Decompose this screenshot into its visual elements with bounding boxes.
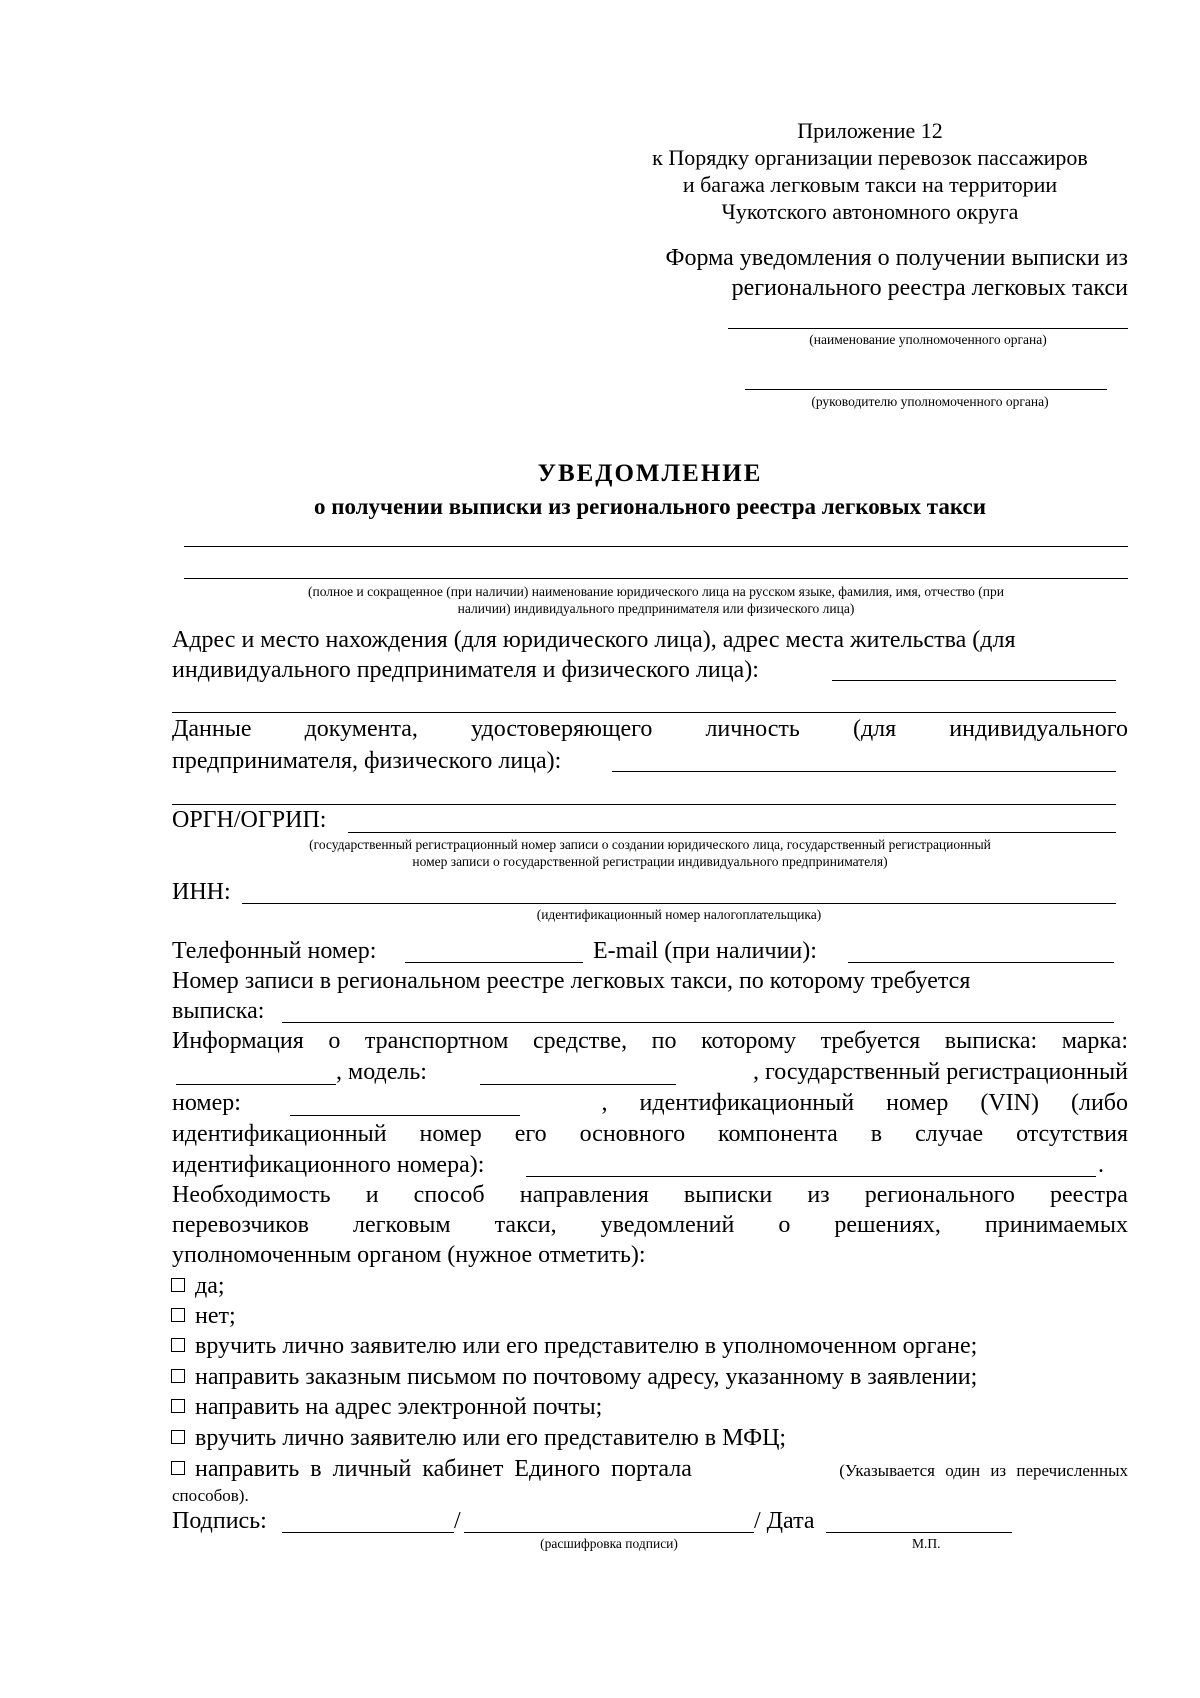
ogrn-caption: (государственный регистрационный номер записи о создании юридического лица, государственный регистрационный номер записи о государственной регистрации индивидуального предпринимателя) <box>309 837 991 869</box>
option-in-person-authority[interactable]: вручить лично заявителю или его представителю в уполномоченном органе; <box>171 1331 977 1361</box>
address-label-cont: индивидуального предпринимателя и физического лица): <box>172 657 759 683</box>
record-field[interactable] <box>282 1022 1114 1023</box>
signature-label: Подпись: <box>172 1508 267 1534</box>
slash-separator: / <box>454 1508 461 1534</box>
vehicle-model-field[interactable] <box>480 1084 676 1085</box>
portal-note-cont: способов). <box>172 1486 249 1505</box>
notice-subtitle: о получении выписки из регионального реестра легковых такси <box>313 494 987 519</box>
option-registered-mail[interactable]: направить заказным письмом по почтовому адресу, указанному в заявлении; <box>171 1362 977 1392</box>
option-email[interactable]: направить на адрес электронной почты; <box>171 1392 602 1422</box>
phone-label: Телефонный номер: <box>172 938 377 964</box>
necessity-label-cont: перевозчиков легковым такси, уведомлений о решениях, принимаемых <box>172 1212 1128 1238</box>
vehicle-vin-label: , идентификационный номер (VIN) (либо <box>601 1090 1128 1116</box>
portal-note: (Указывается один из перечисленных <box>839 1461 1128 1480</box>
vehicle-number-label: номер: <box>172 1090 241 1116</box>
date-label: / Дата <box>754 1508 815 1534</box>
vehicle-vin-field[interactable] <box>526 1176 1096 1177</box>
address-label: Адрес и место нахождения (для юридического лица), адрес места жительства (для <box>172 627 1016 653</box>
necessity-label-end: уполномоченным органом (нужное отметить): <box>172 1242 646 1268</box>
vehicle-number-field[interactable] <box>290 1115 520 1116</box>
vehicle-vin-field-label: идентификационного номера): <box>172 1152 485 1178</box>
checkbox[interactable] <box>171 1278 185 1292</box>
record-label-cont: выписка: <box>172 998 265 1024</box>
vehicle-component-label: идентификационный номер его основного компонента в случае отсутствия <box>172 1121 1128 1147</box>
checkbox[interactable] <box>171 1308 185 1322</box>
phone-field[interactable] <box>405 962 583 963</box>
signature-field[interactable] <box>282 1532 454 1533</box>
signature-decode-caption: (расшифровка подписи) <box>540 1536 678 1551</box>
signature-decode-field[interactable] <box>464 1532 754 1533</box>
checkbox[interactable] <box>171 1399 185 1413</box>
appendix-number: Приложение 12 <box>797 118 943 143</box>
vehicle-make-field[interactable] <box>176 1084 336 1085</box>
applicant-caption: (полное и сокращенное (при наличии) наименование юридического лица на русском языке, фамилия, имя, отчество (при наличии) индивидуального предпринимателя или физического лица) <box>308 584 1004 616</box>
checkbox[interactable] <box>171 1430 185 1444</box>
email-field[interactable] <box>848 962 1114 963</box>
inn-caption: (идентификационный номер налогоплательщика) <box>536 907 822 922</box>
record-label: Номер записи в региональном реестре легковых такси, по которому требуется <box>172 968 971 994</box>
identity-doc-label: Данные документа, удостоверяющего личность (для индивидуального <box>172 716 1128 742</box>
vehicle-model-label: , модель: <box>336 1059 427 1085</box>
authority-name-line[interactable] <box>728 328 1128 329</box>
inn-field[interactable] <box>242 903 1116 904</box>
date-field[interactable] <box>826 1532 1012 1533</box>
ogrn-field[interactable] <box>348 832 1116 833</box>
option-no[interactable]: нет; <box>171 1301 236 1331</box>
vehicle-label: Информация о транспортном средстве, по которому требуется выписка: марка: <box>172 1028 1128 1054</box>
notice-title: УВЕДОМЛЕНИЕ <box>537 460 763 487</box>
authority-name-caption: (наименование уполномоченного органа) <box>809 332 1047 347</box>
appendix-block <box>590 117 1150 225</box>
appendix-ref-line: и багажа легковым такси на территории <box>682 172 1058 197</box>
period: . <box>1098 1152 1104 1178</box>
address-field-cont[interactable] <box>172 712 1116 713</box>
form-title: Форма уведомления о получении выписки из регионального реестра легковых такси <box>665 245 1128 301</box>
address-field[interactable] <box>832 680 1116 681</box>
identity-doc-field[interactable] <box>612 771 1116 772</box>
vehicle-reg-label: , государственный регистрационный <box>753 1059 1128 1085</box>
option-mfc[interactable]: вручить лично заявителю или его представителю в МФЦ; <box>171 1423 786 1453</box>
applicant-name-line[interactable] <box>184 578 1128 579</box>
ogrn-label: ОРГН/ОГРИП: <box>172 807 327 833</box>
email-label: E-mail (при наличии): <box>593 938 817 964</box>
checkbox[interactable] <box>171 1461 185 1475</box>
appendix-ref-line: к Порядку организации перевозок пассажиров <box>652 145 1088 170</box>
applicant-name-line[interactable] <box>184 546 1128 547</box>
checkbox[interactable] <box>171 1369 185 1383</box>
authority-head-caption: (руководителю уполномоченного органа) <box>811 394 1049 409</box>
inn-label: ИНН: <box>172 879 231 905</box>
necessity-label: Необходимость и способ направления выписки из регионального реестра <box>172 1182 1128 1208</box>
appendix-ref-line: Чукотского автономного округа <box>721 199 1019 224</box>
authority-head-line[interactable] <box>745 389 1107 390</box>
stamp-label: М.П. <box>912 1536 941 1551</box>
checkbox[interactable] <box>171 1338 185 1352</box>
identity-doc-label-cont: предпринимателя, физического лица): <box>172 748 562 774</box>
option-yes[interactable]: да; <box>171 1271 225 1301</box>
option-portal[interactable]: направить в личный кабинет Единого портала (Указывается один из перечисленных <box>171 1454 1128 1486</box>
